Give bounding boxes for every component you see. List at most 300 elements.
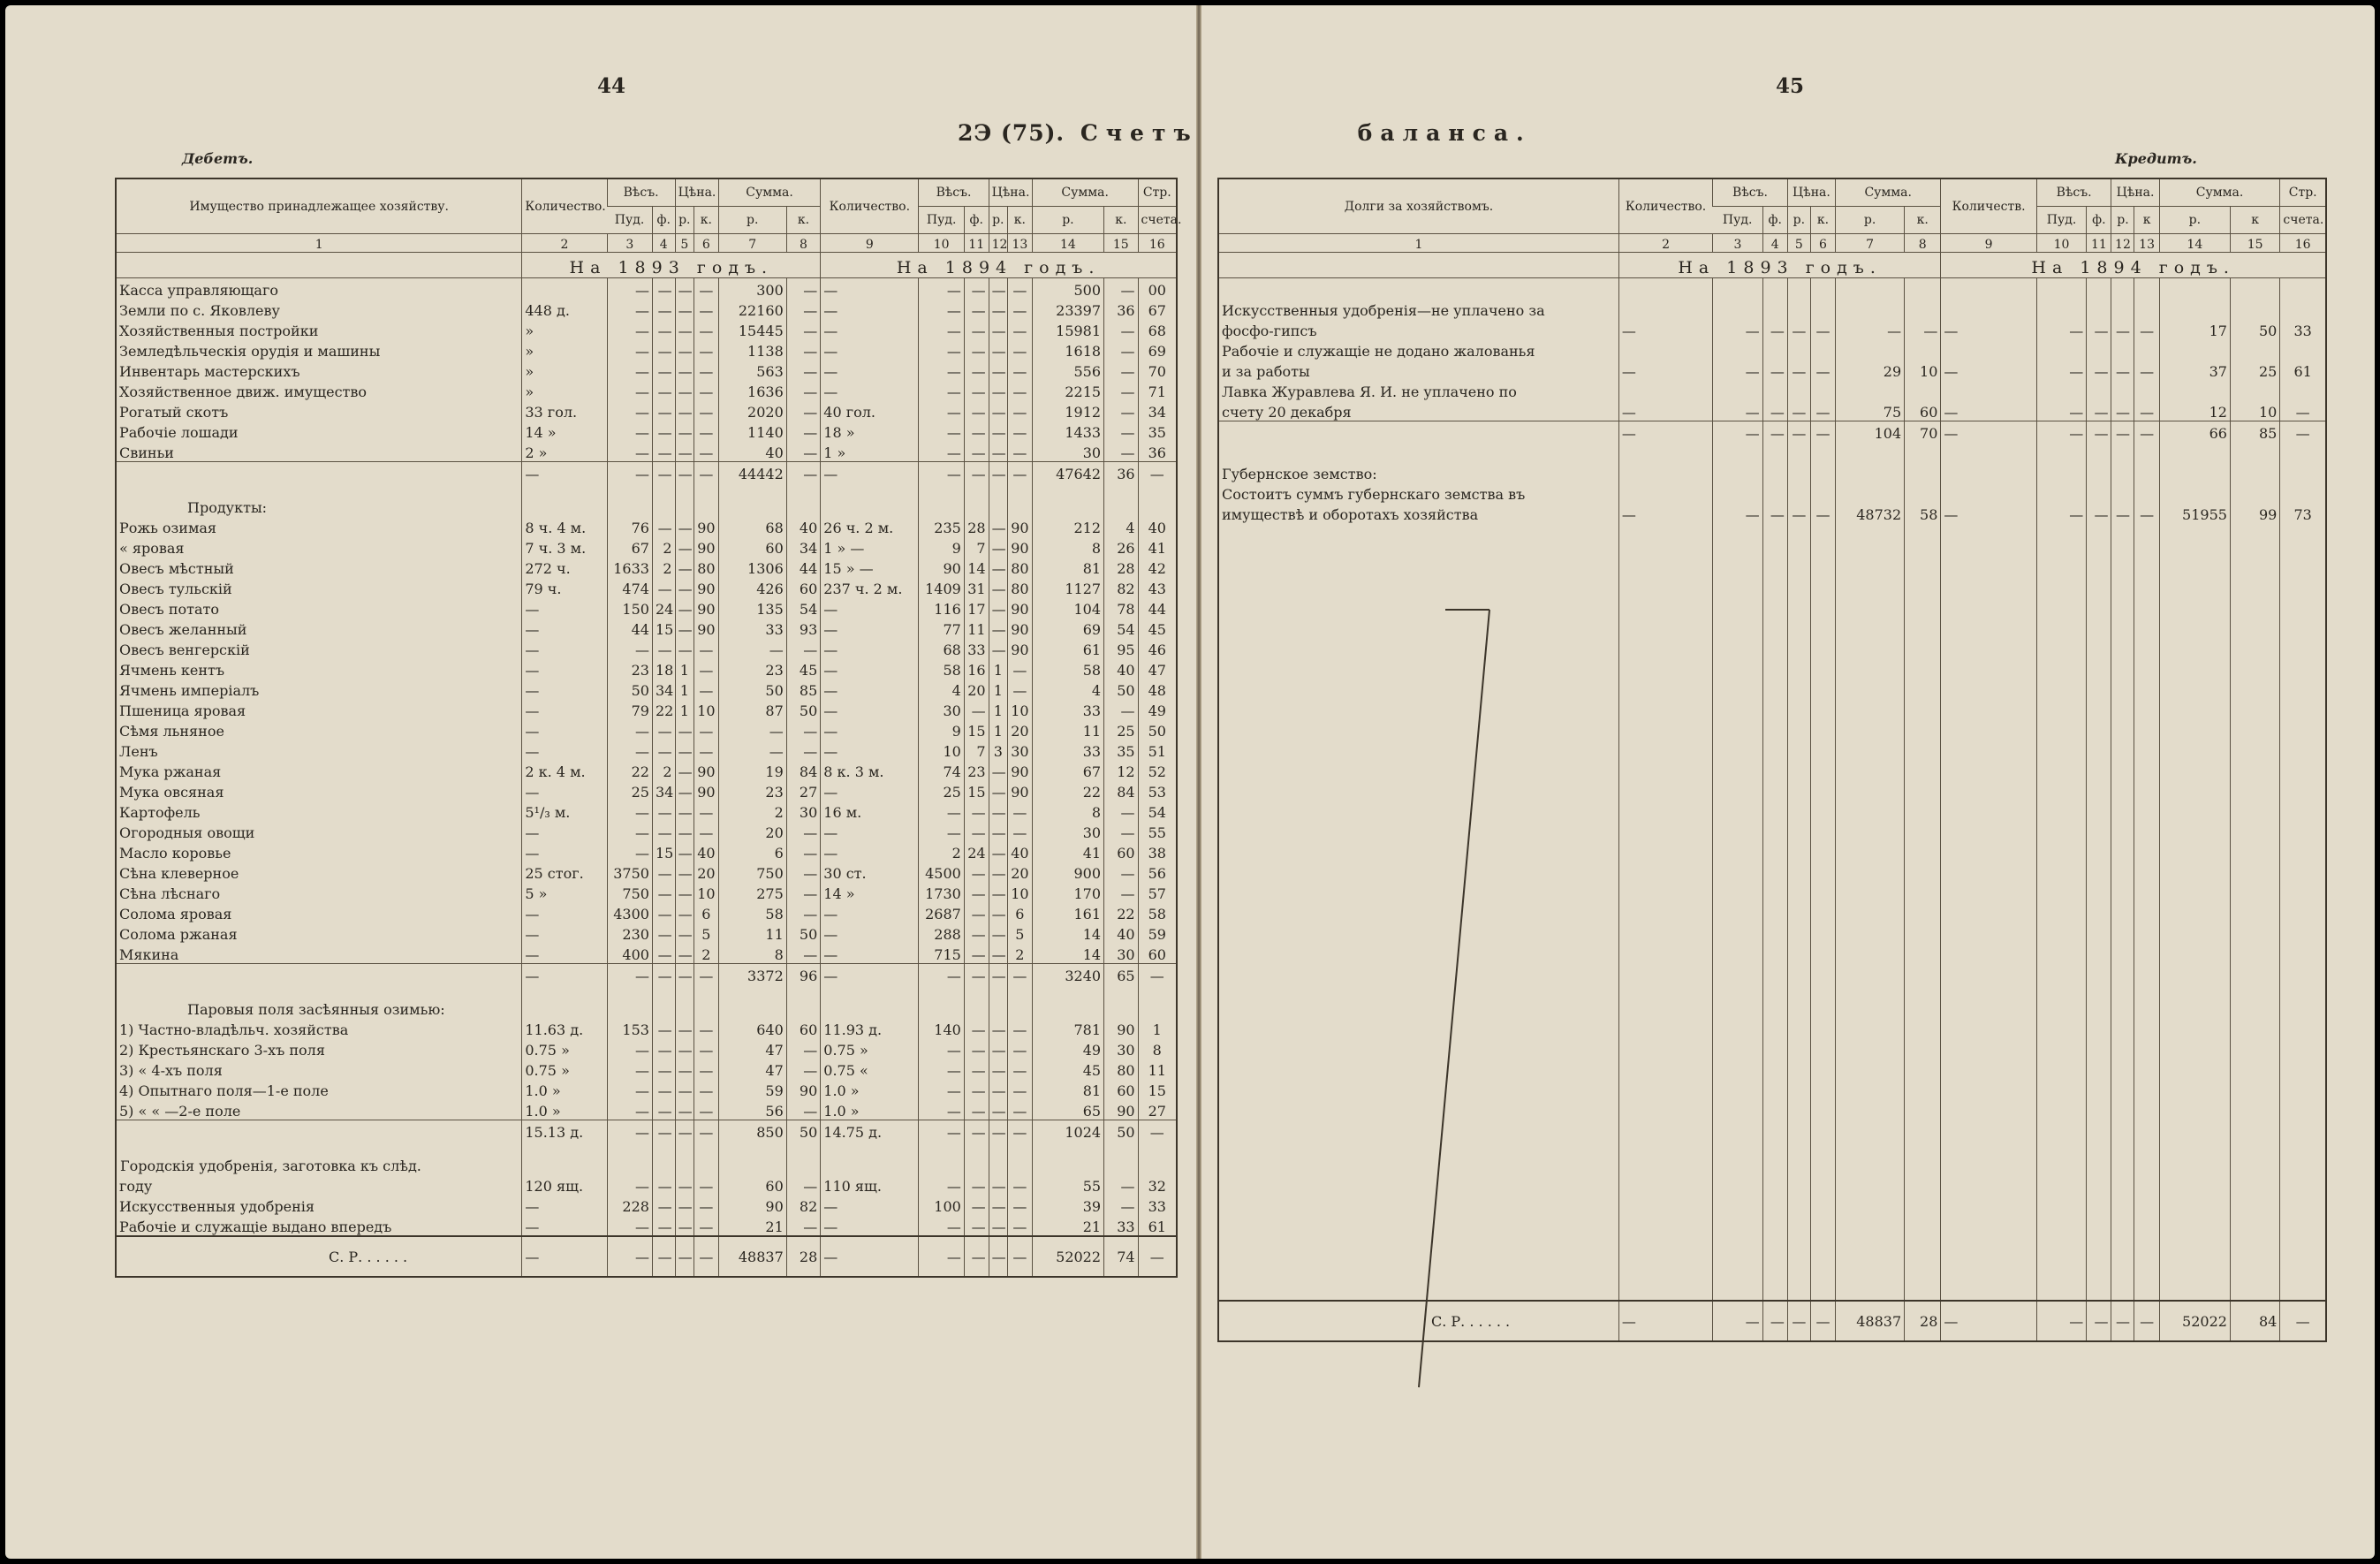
cell-fb: — [2087,503,2111,523]
cell-tk: 36 [1104,299,1139,319]
cell-kb: — [1007,1018,1032,1038]
cell-pa: — [607,421,652,441]
row-label: Сѣмя льняное [119,723,224,740]
cell-kb: 90 [1007,780,1032,801]
table-row [1218,299,2326,319]
cell-sk: — [786,882,821,902]
cell-qb: — [821,943,919,964]
cell-fb: — [964,319,989,339]
cell-fb: 7 [964,536,989,557]
cell-pr: — [675,516,694,536]
cell-sr: 22160 [718,299,786,319]
cell-tk [2230,339,2279,360]
column-number: 1 [1218,234,1618,253]
table-row [116,780,1177,801]
cell-sk: 50 [786,699,821,719]
section-heading: Городскія удобренія, заготовка къ слѣд. [120,1158,421,1174]
column-number: 10 [2036,234,2086,253]
header-k: к. [694,207,718,234]
cell-pr: — [1787,319,1810,339]
cell-tk: — [1104,319,1139,339]
table-row [116,1079,1177,1099]
cell-pb: 715 [919,943,964,964]
cell-fa: 2 [652,760,675,780]
cell-kb: — [2134,503,2159,523]
cell-fb: — [964,1174,989,1195]
cell-qa [522,1141,607,1174]
column-number: 11 [964,234,989,253]
cell-pk: — [694,1038,718,1059]
cell-pb: — [919,299,964,319]
header-weight: Вѣсъ. [1713,178,1788,207]
cell-rb: — [989,964,1007,985]
cell-pb: 90 [919,557,964,577]
cell-pg: 61 [2280,360,2326,380]
cell-rb: — [989,1038,1007,1059]
cell-rb: — [989,516,1007,536]
cell-rb: — [989,618,1007,638]
cell-tr [2159,482,2230,503]
cell-tk: — [1104,801,1139,821]
cell-pg: 15 [1138,1079,1177,1099]
cell-tr: 61 [1032,638,1103,658]
cell-pr: — [675,1018,694,1038]
cell-tr: 52022 [1032,1236,1103,1277]
table-row [1218,503,2326,523]
column-number: 8 [786,234,821,253]
cell-pk: — [694,821,718,841]
cell-qa [1618,339,1712,360]
cell-kb [2134,523,2159,1301]
cell-rb: — [989,1236,1007,1277]
table-row [116,801,1177,821]
cell-sk: — [786,360,821,380]
cell-fb: 16 [964,658,989,679]
cell-tk: — [1104,360,1139,380]
cell-rb: — [989,801,1007,821]
cell-pk: 90 [694,536,718,557]
cell-rb [2111,278,2134,300]
header-sum-k-b: к. [1104,207,1139,234]
cell-fb: — [964,1018,989,1038]
cell-pk [694,984,718,1018]
cell-pr: — [675,821,694,841]
cell-pg: 58 [1138,902,1177,922]
row-label: Масло коровье [119,845,231,862]
row-label: Сѣна клеверное [119,865,239,882]
cell-qa: 33 гол. [522,400,607,421]
row-label: Картофель [119,804,201,821]
cell-kb: — [1007,1059,1032,1079]
cell-qb [1941,482,2036,503]
cell-qa: — [522,679,607,699]
cell-pg: — [2280,400,2326,421]
cell-sr [1836,339,1905,360]
cell-tr: 37 [2159,360,2230,380]
cell-qb: — [821,339,919,360]
cell-pr: — [675,618,694,638]
cell-tr: 55 [1032,1174,1103,1195]
cell-fa: — [652,1195,675,1215]
cell-tk: — [1104,821,1139,841]
cell-tk: 4 [1104,516,1139,536]
cell-qb: 110 ящ. [821,1174,919,1195]
column-number: 3 [1713,234,1762,253]
cell-rb: — [2111,421,2134,443]
cell-tk: 30 [1104,943,1139,964]
cell-pb: — [2036,503,2086,523]
cell-tr [2159,442,2230,462]
header-sum-b: Сумма. [1032,178,1138,207]
title-word-balance: баланса. [1357,120,1532,146]
cell-tr: 81 [1032,557,1103,577]
cell-sr: 750 [718,862,786,882]
cell-sk: — [786,1038,821,1059]
cell-pr: — [675,1059,694,1079]
cell-qa: — [522,902,607,922]
cell-qa: — [522,1195,607,1215]
cell-kb: 20 [1007,719,1032,740]
cell-sk: 93 [786,618,821,638]
header-sum: Сумма. [1836,178,1941,207]
cell-fa: — [652,801,675,821]
year-1893: На 1893 годъ. [1618,253,1940,278]
header-f: ф. [1762,207,1787,234]
cell-sk: 44 [786,557,821,577]
cell-sk: 45 [786,658,821,679]
cell-pg: 1 [1138,1018,1177,1038]
cell-fa: — [652,740,675,760]
cell-qa: 11.63 д. [522,1018,607,1038]
row-label: Ячмень имперіалъ [119,682,260,699]
cell-tr: 15981 [1032,319,1103,339]
cell-qa [1618,442,1712,462]
cell-kb: — [1007,1195,1032,1215]
cell-qa: — [522,699,607,719]
cell-pg: 11 [1138,1059,1177,1079]
cell-sk: — [786,400,821,421]
header-k-b: к [2134,207,2159,234]
cell-pg [1138,984,1177,1018]
cell-qb: — [821,699,919,719]
cell-rb: 3 [989,740,1007,760]
column-number: 11 [2087,234,2111,253]
cell-rb: — [2111,360,2134,380]
cell-pg [2280,523,2326,1301]
row-label: Ячмень кентъ [119,662,225,679]
header-weight-b: Вѣсъ. [2036,178,2111,207]
cell-tr: 1618 [1032,339,1103,360]
cell-tk: 85 [2230,421,2279,443]
cell-fb: 20 [964,679,989,699]
header-name: Долги за хозяйствомъ. [1218,178,1618,234]
cell-tk: — [1104,1174,1139,1195]
cell-qb: — [1941,400,2036,421]
cell-qb: 14 » [821,882,919,902]
cell-tr: 8 [1032,536,1103,557]
cell-pg: 61 [1138,1215,1177,1236]
cell-qa: — [522,597,607,618]
cell-tk [1104,1141,1139,1174]
cell-pb: 74 [919,760,964,780]
cell-qb: — [821,719,919,740]
cell-fa: — [652,516,675,536]
cell-pr: 1 [675,679,694,699]
row-label: Искусственныя удобренія—не уплачено за [1222,302,1545,319]
cell-pb: — [919,421,964,441]
cell-pa: — [607,400,652,421]
page-title [958,120,1532,146]
cell-qa: — [522,740,607,760]
cell-sr: 19 [718,760,786,780]
section-heading: Продукты: [187,499,268,516]
cell-pb [2036,442,2086,462]
cell-qb: — [821,638,919,658]
cell-pr [1787,523,1810,1301]
cell-fb: — [964,441,989,462]
cell-kb [2134,278,2159,300]
cell-pb [2036,462,2086,482]
cell-qa: 79 ч. [522,577,607,597]
cell-qb: 14.75 д. [821,1120,919,1142]
cell-pr: — [675,922,694,943]
cell-tr: 212 [1032,516,1103,536]
cell-fa: — [652,862,675,882]
cell-fb: — [964,1099,989,1120]
table-row [116,1018,1177,1038]
cell-qa: 5¹/₃ м. [522,801,607,821]
cell-qb: — [821,1236,919,1277]
row-label: 4) Опытнаго поля—1-е поле [119,1082,329,1099]
cell-fa [652,482,675,516]
cell-kb: 40 [1007,841,1032,862]
cell-fb [2087,339,2111,360]
cell-pr: — [675,638,694,658]
total-row [116,1236,1177,1277]
cell-kb [2134,462,2159,482]
cell-tk: 60 [1104,841,1139,862]
cell-rb [989,482,1007,516]
cell-sr: 50 [718,679,786,699]
header-qty-b: Количеств. [1941,178,2036,234]
header-qty-b: Количество. [821,178,919,234]
cell-fa [1762,278,1787,300]
cell-pr: — [675,278,694,300]
cell-rb [2111,380,2134,400]
cell-fb: — [964,1038,989,1059]
section-row [116,482,1177,516]
cell-sr: 48837 [1836,1301,1905,1341]
cell-sr: — [1836,319,1905,339]
header-sum-r-b: р. [1032,207,1103,234]
cell-pg: 54 [1138,801,1177,821]
section-heading: Паровыя поля засѣянныя озимью: [187,1001,445,1018]
cell-sk: — [786,441,821,462]
cell-pb: 9 [919,536,964,557]
cell-sk: — [786,462,821,483]
cell-sr: 300 [718,278,786,300]
cell-pg: 32 [1138,1174,1177,1195]
table-row [116,821,1177,841]
cell-fa: — [1762,400,1787,421]
cell-pa [1713,462,1762,482]
cell-pb: 4 [919,679,964,699]
header-weight-b: Вѣсъ. [919,178,989,207]
cell-rb [989,984,1007,1018]
cell-pk: — [694,1018,718,1038]
cell-rb: 1 [989,658,1007,679]
cell-pr: — [675,1079,694,1099]
cell-pa: 50 [607,679,652,699]
cell-fb: — [964,821,989,841]
cell-pb: — [919,319,964,339]
cell-qb: — [1941,503,2036,523]
cell-tr: 781 [1032,1018,1103,1038]
cell-sr [1836,299,1905,319]
cell-pb: — [919,821,964,841]
header-account: счета. [2280,207,2326,234]
cell-pb: 25 [919,780,964,801]
column-number: 14 [2159,234,2230,253]
cell-qb [821,984,919,1018]
cell-pk: — [694,441,718,462]
cell-tr [1032,482,1103,516]
cell-qb: 30 ст. [821,862,919,882]
cell-tk: — [1104,339,1139,360]
table-row [1218,360,2326,380]
cell-kb [2134,482,2159,503]
table-row [116,516,1177,536]
cell-sr: 1138 [718,339,786,360]
cell-pa: — [607,638,652,658]
cell-qb [1941,523,2036,1301]
cell-kb: 90 [1007,618,1032,638]
cell-pk [1810,339,1835,360]
cell-tk: 10 [2230,400,2279,421]
table-row [1218,380,2326,400]
cell-tk: 30 [1104,1038,1139,1059]
table-row [116,862,1177,882]
cell-qb: — [821,679,919,699]
cell-pb [2036,523,2086,1301]
cell-pg: 59 [1138,922,1177,943]
cell-fb: — [2087,400,2111,421]
cell-sk [1905,462,1941,482]
cell-fb: — [2087,1301,2111,1341]
header-pud-b: Пуд. [2036,207,2086,234]
cell-fa: — [652,821,675,841]
cell-tr: 23397 [1032,299,1103,319]
cell-qa [1618,482,1712,503]
cell-qb [1941,339,2036,360]
cell-tk [2230,523,2279,1301]
table-row [116,1099,1177,1120]
cell-pk [694,1141,718,1174]
cell-rb: — [989,360,1007,380]
cell-kb [2134,442,2159,462]
cell-tr: 900 [1032,862,1103,882]
cell-kb: 10 [1007,699,1032,719]
cell-sr: 135 [718,597,786,618]
cell-fa: — [652,1099,675,1120]
cell-qa: — [522,922,607,943]
cell-pa: 474 [607,577,652,597]
table-row [116,658,1177,679]
table-row [116,1174,1177,1195]
cell-tk: 50 [1104,679,1139,699]
table-row [116,699,1177,719]
cell-pk: — [694,1195,718,1215]
cell-pg: 45 [1138,618,1177,638]
cell-fb: — [964,400,989,421]
cell-sr: 6 [718,841,786,862]
cell-sk [786,984,821,1018]
cell-qa: 14 » [522,421,607,441]
cell-fb: 14 [964,557,989,577]
cell-pg: 27 [1138,1099,1177,1120]
book-gutter [1196,5,1201,1559]
cell-qb: — [821,319,919,339]
cell-qa: — [1618,1301,1712,1341]
cell-qb: 15 » — [821,557,919,577]
cell-fb: — [964,882,989,902]
cell-pk: — [1810,421,1835,443]
cell-rb: — [989,841,1007,862]
cell-rb: — [989,821,1007,841]
header-account: счета. [1138,207,1177,234]
cell-kb [2134,299,2159,319]
header-f-b: ф. [2087,207,2111,234]
cell-tr: 49 [1032,1038,1103,1059]
cell-tr [2159,462,2230,482]
cell-pb: 116 [919,597,964,618]
cell-pb: — [919,380,964,400]
cell-kb: — [2134,1301,2159,1341]
cell-fb: 15 [964,780,989,801]
cell-fa: — [1762,1301,1787,1341]
cell-fb: 28 [964,516,989,536]
row-label [1218,278,1618,300]
cell-tr: 161 [1032,902,1103,922]
cell-pa: — [607,1174,652,1195]
table-row [1218,482,2326,503]
cell-sr: 58 [718,902,786,922]
cell-sr: — [718,719,786,740]
cell-fa: — [652,964,675,985]
cell-pb: — [919,462,964,483]
cell-kb: 90 [1007,516,1032,536]
cell-qa: 448 д. [522,299,607,319]
cell-sr: 60 [718,1174,786,1195]
cell-tk: 36 [1104,462,1139,483]
cell-qa: 0.75 » [522,1059,607,1079]
cell-fa: 34 [652,780,675,801]
cell-pr: — [675,902,694,922]
cell-tr: 2215 [1032,380,1103,400]
cell-tr [2159,523,2230,1301]
cell-pk: — [694,638,718,658]
cell-fb: — [964,964,989,985]
cell-fa: 22 [652,699,675,719]
cell-sr: 87 [718,699,786,719]
row-label: Рожь озимая [119,520,217,536]
cell-rb: — [989,1099,1007,1120]
column-number: 6 [694,234,718,253]
cell-pb: 58 [919,658,964,679]
cell-tr [1032,984,1103,1018]
cell-pa [1713,380,1762,400]
cell-pb: — [2036,319,2086,339]
